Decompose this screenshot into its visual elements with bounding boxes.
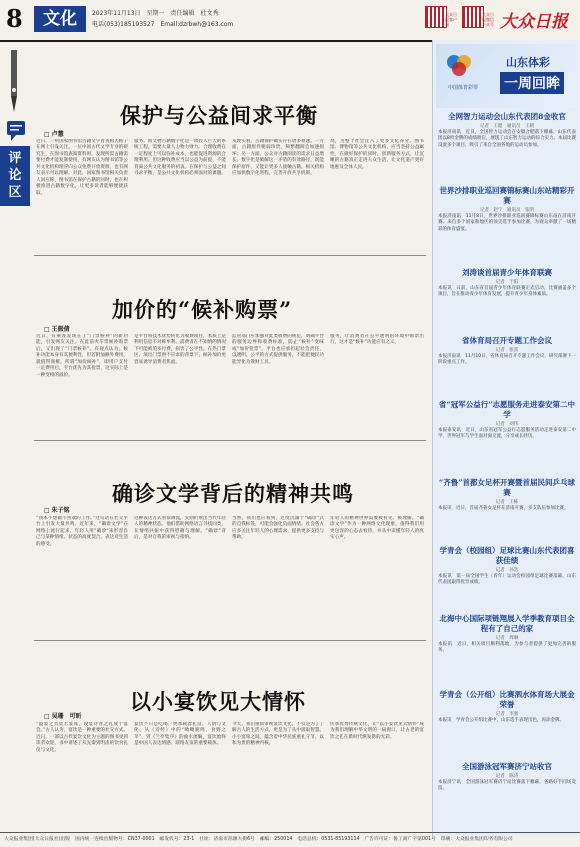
banner-title: 山东体彩 <box>506 56 550 69</box>
news-body: 本报济宁讯 全国游泳冠军赛济宁站比赛落下帷幕，各路好手同场竞技。 <box>438 780 576 792</box>
news-byline: 记者 张雷 <box>495 348 519 353</box>
article-author: □ 王振倩 <box>44 324 70 333</box>
rail-label: 评论区 <box>8 151 22 200</box>
sidebar-news-item <box>438 614 576 655</box>
edition-info: 2023年11月13日 星期一 责任编辑 杜文秀 <box>92 10 219 17</box>
pen-icon <box>6 50 22 116</box>
article-column: 这种表达方式看似调侃，实则折射出当代年轻人的精神状态。他们借助网络语言寻找同类，在情绪共振中获得慰藉与理解。“确诊”背后，是对自我的审视与接纳。 <box>134 516 226 541</box>
news-title: “齐鲁”首都女足杯开赛暨首届民间乒乓球赛 <box>438 478 576 497</box>
news-body: 本报讯 学青会公开组比赛中，山东选手表现出色，再添金牌。 <box>438 718 564 723</box>
qr-caption: 大众日报微信公众号 <box>482 12 494 27</box>
qr-code-icon <box>462 6 484 28</box>
article-title: 确诊文学背后的精神共鸣 <box>112 481 354 506</box>
news-byline: 记者 陈涛 <box>495 774 519 779</box>
news-title: 世界沙排职业巡回赛锦标赛山东站精彩开赛 <box>439 186 575 205</box>
news-title: 学青会（公开组）比赛泗水体育场大展金荣誉 <box>439 690 575 709</box>
article-title: 加价的“候补购票” <box>112 297 293 322</box>
article-title: 以小宴饮见大情怀 <box>130 689 306 714</box>
qr-caption: 大众日报客户端 <box>445 12 457 27</box>
news-byline: 记者 李强 <box>495 712 519 717</box>
news-body: 本报讯 近日，相关项目顺利落地，为参与者提供了更加完善的服务。 <box>438 642 576 654</box>
article-column: 年轻人的精神世界需要被看见、被理解。“确诊文学”作为一种网络文化现象，值得我们用更包容的心态去看待，并从中读懂年轻人的真实心声。 <box>330 516 424 541</box>
article-column: 服务，让消费者在公平透明的环境中购票出行，这才是“候补”功能应有之义。 <box>330 334 424 346</box>
qr-code-icon <box>425 6 447 28</box>
news-title: 省“冠军公益行”志愿服务走进泰安第二中学 <box>438 400 576 419</box>
banner-caption: 中国体育彩票 <box>447 85 478 91</box>
news-byline: 记者 王栋 <box>495 500 519 505</box>
article-title: 保护与公益间求平衡 <box>120 103 318 128</box>
article-column: 当然，我们也应看到，过度沉溺于“确诊”式的自我标签，可能会强化负面情绪。社会各方应多关注年轻人的心理需求，提供更多支持与帮助。 <box>232 516 324 541</box>
news-byline: 记者 王健 通讯员 王朝 <box>480 124 534 129</box>
article-author: □ 卢慧 <box>44 129 64 138</box>
article-column: 是平台将技术优势转化为收费项目，本质上是利用信息不对称牟利。消费者在不知情的情况下可能被迫多付费，损害了公平性。在热门景区、演出门票供不应求的背景下，候补加价更容易诱导消费者焦虑。 <box>134 334 226 365</box>
comment-icon <box>6 120 26 142</box>
lottery-logo-icon <box>444 50 474 78</box>
news-title: 北海中心国际项链翔展入学季教育项目全程有了自己的家 <box>439 614 575 633</box>
contact-info: 电话(053)185193527 Email:dzrbwh@163.com <box>92 21 234 28</box>
section-label: 文化 <box>34 6 86 32</box>
article-column: 从现实看，古籍保护确实存在诸多难题。一方面，古籍原件脆弱珍贵，频繁翻阅会加速损坏；另一方面，公众对古籍阅读的需求日益增长。数字化是破解这一矛盾的有效路径，既能保护原件，又能让更多人接触古籍。相关机构应加快数字化进程，完善开放共享机制。 <box>232 139 324 177</box>
news-byline: 记者 刘伟 <box>495 422 519 427</box>
news-title: 省体育局召开专题工作会议 <box>462 336 552 345</box>
section-divider <box>34 440 426 441</box>
news-byline: 记者 周琳 <box>495 636 519 641</box>
news-title: 全网智力运动会山东代表团8金收官 <box>448 112 566 121</box>
news-body: 本报济南讯 11月10日，省体育局召开专题工作会议，研究部署下一阶段重点工作。 <box>438 354 576 366</box>
article-column: “盛宴之具莫若宴席，设宴待客之礼成于宴会。”古人认为，宴饮是一种重要的社交方式。近日，一部以古代宴饮文化为主题的图书受到读者欢迎，书中讲述了从先秦到明清的饮食礼仪与文化。 <box>36 722 128 753</box>
news-byline: 记者 赵宁 通讯员 张明 <box>480 208 534 213</box>
news-byline: 记者 于阳 <box>495 280 519 285</box>
article-column: 服务。而文物古籍数字化是一项投入巨大的系统工程，需要大量人力物力财力。合理收费在一定程度上可以弥补成本，也能促进资源的合理利用。但这种收费应当以公益为前提，不能背离公共文化服务的初衷。在保护与公益之间寻求平衡，是公共文化机构必须面对的课题。 <box>134 139 226 177</box>
news-title: 学青会（校园组）足球比赛山东代表团喜获佳绩 <box>439 546 575 565</box>
sidebar-news-item <box>438 400 576 441</box>
news-body: 本报讯 日前，山东省首届青少年体育联赛正式启动，比赛涵盖多个项目，旨在推动青少年体育发展，提升青少年身体素质。 <box>438 286 576 298</box>
sidebar-news-item <box>438 690 576 724</box>
banner-subtitle: 一周回眸 <box>500 72 564 94</box>
page-number: 8 <box>6 4 23 33</box>
news-byline: 记者 孙浩 <box>495 568 519 573</box>
article-column: 近日，一则国家图书馆古籍文字普查相关帖子在网上引发关注。一位中国古代文学专业的研究生，在图书馆查阅资料时，发现所需古籍需要付费才能复制使用，有网友认为图书馆等公共文化机构理应向公众免费开放资源，也有网友表示可以理解。对此，国家图书馆相关负责人回应称，图书馆在保护古籍的同时，也在积极推进古籍数字化，让更多读者能够便捷获取。 <box>36 139 128 196</box>
sidebar-news-item <box>438 478 576 512</box>
sidebar-news-item <box>438 112 576 149</box>
news-body: 本报讯 第一届全国学生（青年）运动会校园组足球比赛落幕，山东代表团取得优异成绩。 <box>438 574 576 586</box>
masthead-logo: 大众日报 <box>500 12 568 32</box>
news-body: 本报济南讯 11月8日，世界沙排职业巡回赛锦标赛山东站在济南开赛。来自多个国家和地区的顶尖选手参加比赛，为观众奉献了一场精彩的体育盛宴。 <box>438 214 576 232</box>
article-column: 剂，为整个社会注入了更多文化养分。图书馆、博物馆等公共文化机构，应当坚持公益属性，在做好保护的同时，创新服务方式，让沉睡的古籍真正走进大众生活，让文化遗产更好地惠及全体人民。 <box>330 139 424 170</box>
article-column: “我本不想做不喜欢的工作。”这句话在社交平台上引发大量共鸣。近年来，“确诊文学”在网络上流行起来，年轻人用“确诊”来形容自己与某种情绪、状态的高度契合，表达对生活的感受。 <box>36 516 128 547</box>
page-footer: 大众报业集团(大众日报社)出版 国内统一连续出版物号：CN37-0001 邮发代号：23-1 社址：济南市泺源大街6号 邮编：250014 电话总机：0531-85193114 广告许可证：鲁工商广字第001号 印刷：大众报业集团印务有限公司 <box>0 832 580 847</box>
section-divider <box>34 640 426 641</box>
news-title: 刘涛谈首届青少年体育联赛 <box>462 268 552 277</box>
news-body: 本报济南讯 近日，全国智力运动会在安徽合肥落下帷幕，山东代表团以8枚金牌的成绩收官，展现了山东智力运动的综合实力。本届比赛设置多个项目，吸引了来自全国各地的运动员参加。 <box>438 130 576 148</box>
sidebar-news-item <box>438 546 576 587</box>
article-column: 今天，我们重新审视宴饮文化，不仅是为了了解古人的生活方式，更是为了从中汲取智慧。小小宴席之间，蕴含着中华民族重礼守节、以和为贵的精神内核。 <box>232 722 324 747</box>
sidebar-news-item <box>438 762 576 793</box>
section-divider <box>34 255 426 256</box>
sidebar-news-item <box>438 268 576 299</box>
article-column: 监管部门应加强对此类收费的规范，明确平台的服务边界和收费标准，防止“候补”变味成“加价抢票”。平台也应承担起社会责任，以透明、公平的方式提供服务，不能把便民功能异化为敛财工具。 <box>232 334 324 365</box>
article-column: 传承优秀传统文化，让“以小宴饮见大情怀”成为我们理解中华文明的一扇窗口，让古老的宴饮之礼在新时代焕发新的光彩。 <box>330 722 424 740</box>
news-body: 本报讯 近日，首届齐鲁女足杯在济南开赛，多支队伍参加比赛。 <box>438 506 569 511</box>
news-body: 本报泰安讯 近日，山东省冠军公益行志愿服务活动走进泰安第二中学，世界冠军与学生面对面交流，分享成长经历。 <box>438 428 576 440</box>
sidebar-news-item <box>438 186 576 233</box>
sidebar-news-item <box>438 336 576 367</box>
article-column: 宴饮不只是吃喝，更承载着礼仪、人情与文化。从《诗经》中的“呦呦鹿鸣，食野之苹”，到《兰亭集序》的曲水流觞，宴饮始终是中国人表达情感、联络友谊的重要载体。 <box>134 722 226 747</box>
article-author: □ 吴珊 可昕 <box>44 711 82 720</box>
article-author: □ 朱子铭 <box>44 505 70 514</box>
article-column: 近日，有乘客发现在了“门票候补”的新功能，引发网友关注。在此前火车票候补购票后，又出现了“门票候补”。有观点认为，候补功能本身有其便利性，但若附加额外费用，就值得商榷。所谓“加价候补”，即用户支付一定费用后，平台优先为其抢票，这实际上是一种变相的溢价。 <box>36 334 128 378</box>
news-title: 全国游泳冠军赛济宁站收官 <box>462 762 552 771</box>
